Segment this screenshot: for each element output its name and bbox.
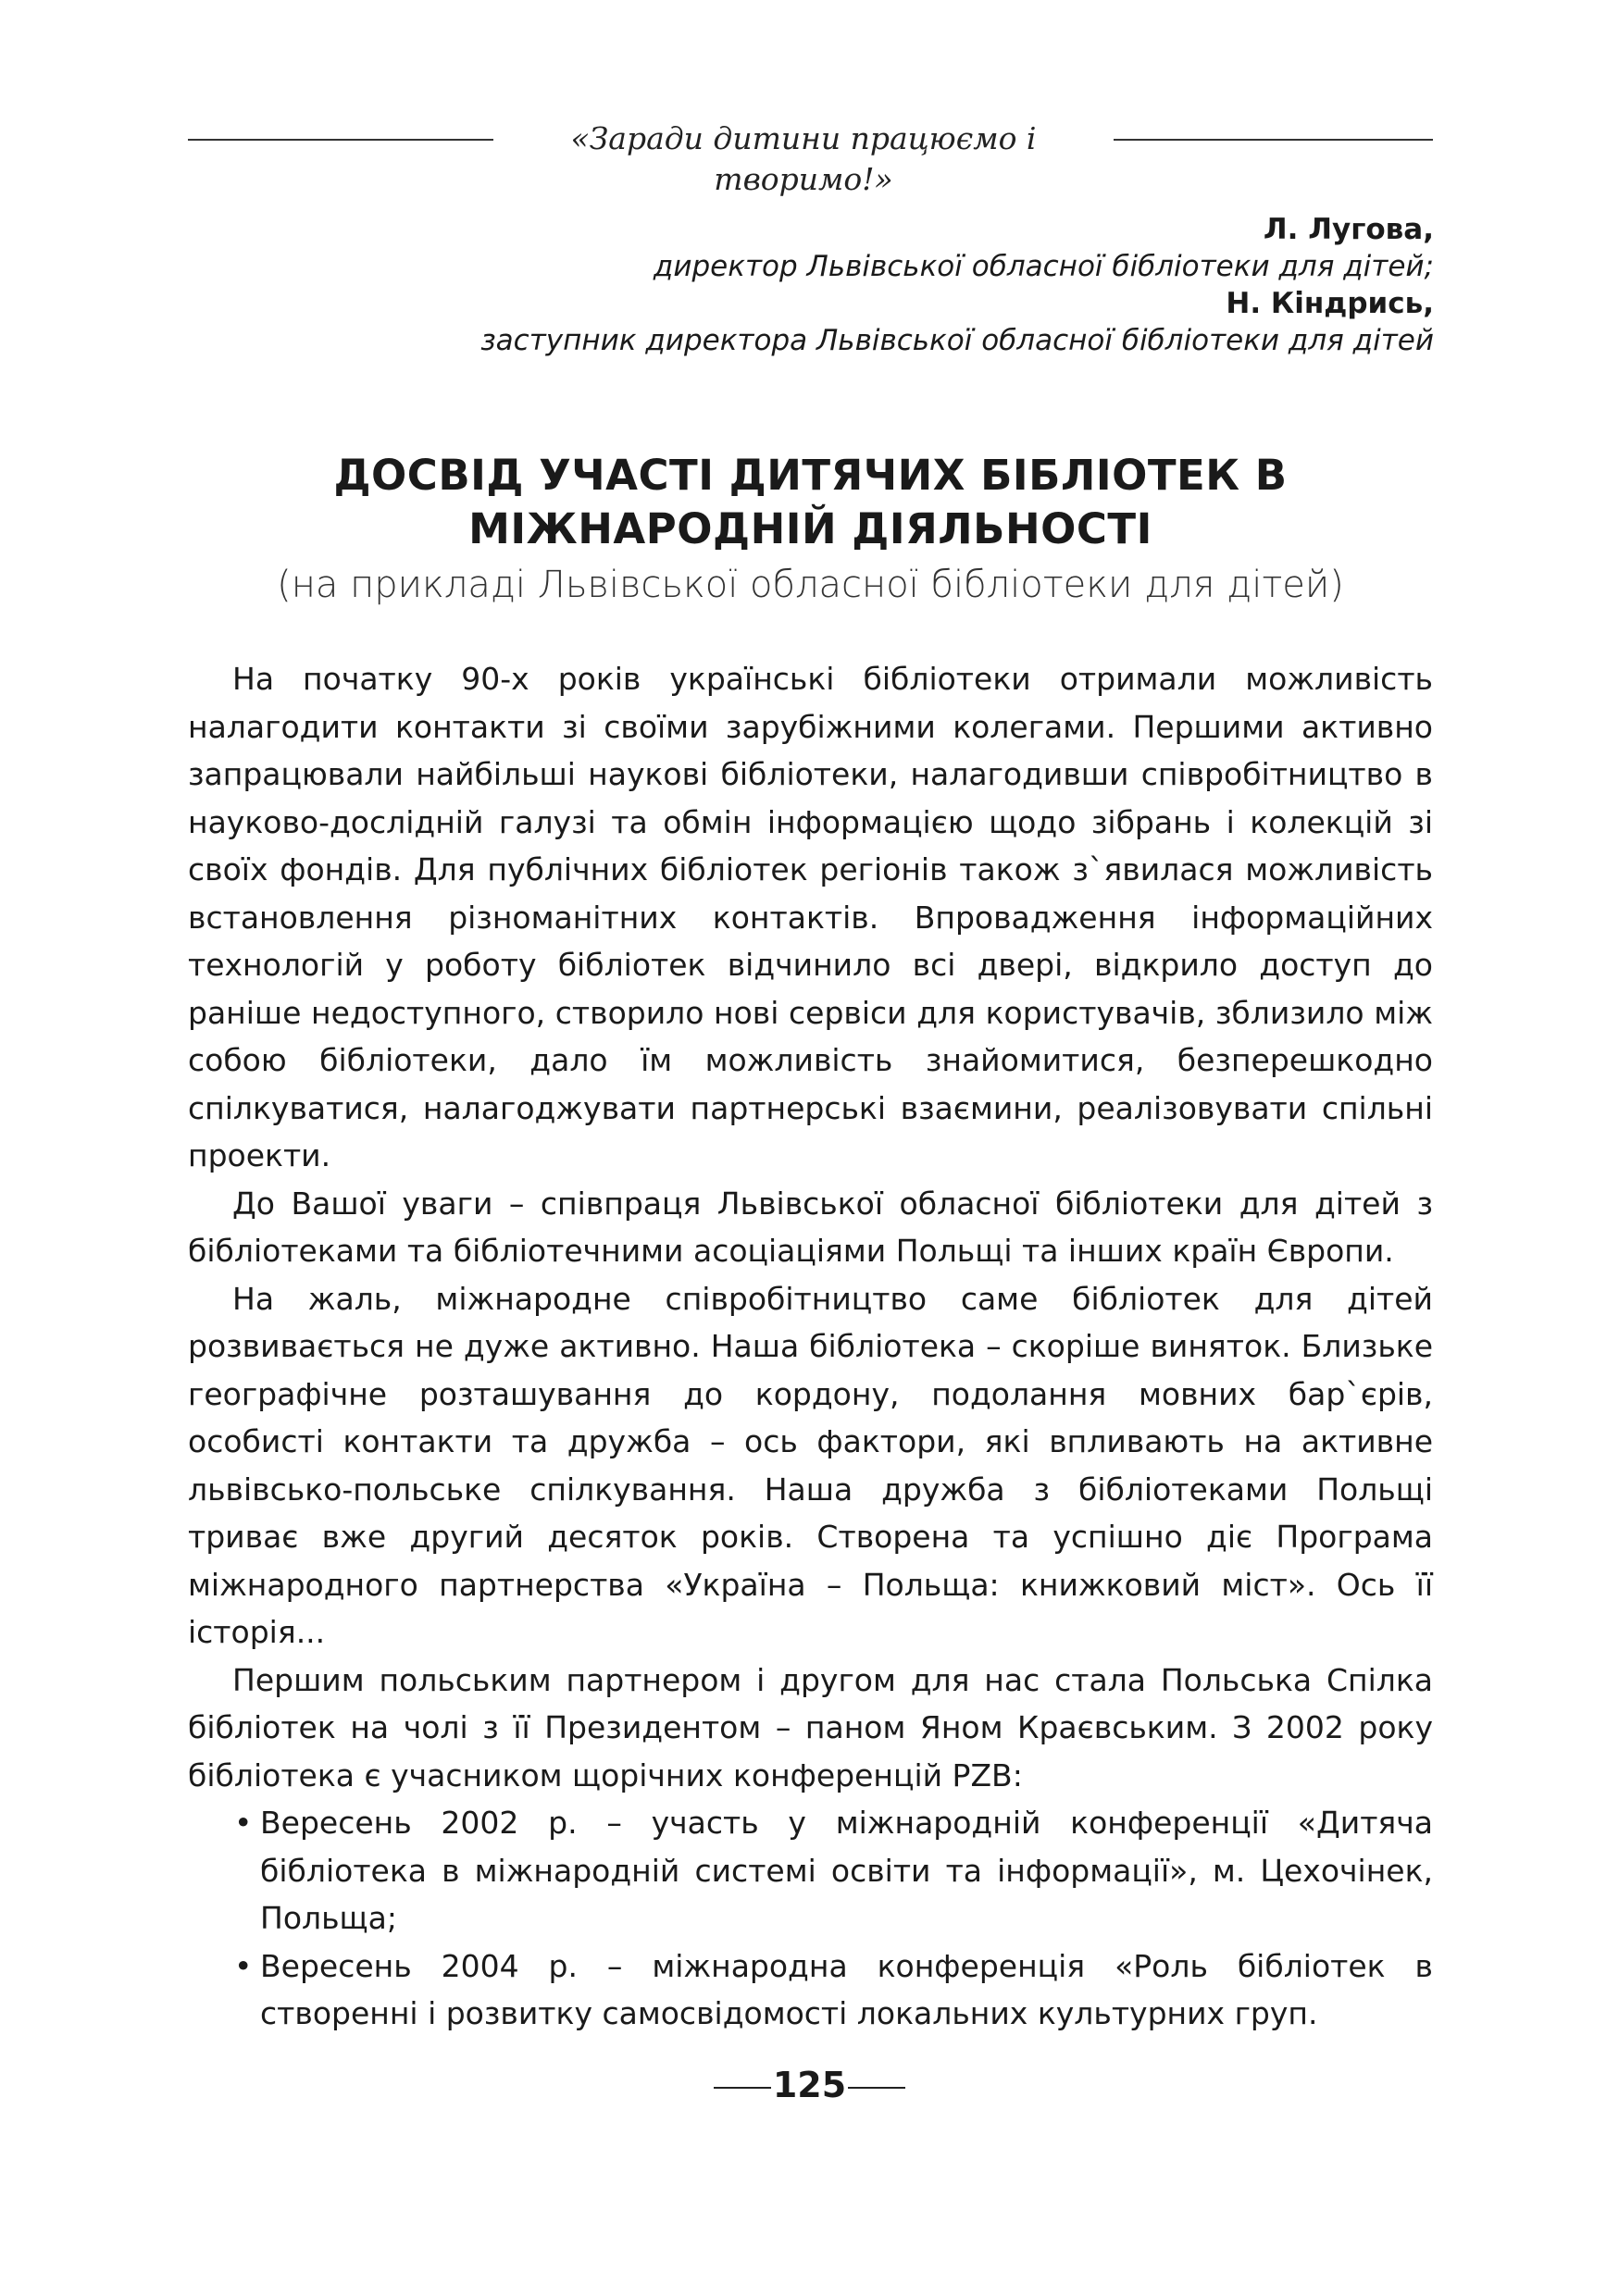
running-header xyxy=(188,118,1433,197)
body-paragraph: До Вашої уваги – співпраця Львівської обласної бібліотеки для дітей з бібліотеками та бібліотечними асоціаціями Польщі та інших країн Європи. xyxy=(188,1185,1433,1269)
header-rule-right xyxy=(1114,139,1433,141)
folio-rule-left xyxy=(714,2087,771,2089)
article-title: ДОСВІД УЧАСТІ ДИТЯЧИХ БІБЛІОТЕК В МІЖНАРОДНІЙ ДІЯЛЬНОСТІ xyxy=(333,451,1288,553)
article-subtitle: (на прикладі Львівської обласної бібліотеки для дітей) xyxy=(277,564,1344,606)
bullet-icon: • xyxy=(234,1805,253,1841)
bullet-icon: • xyxy=(234,1947,253,1984)
header-motto: «Заради дитини працюємо і творимо!» xyxy=(570,120,1037,197)
list-item-text: Вересень 2002 р. – участь у міжнародній конференції «Дитяча бібліотека в міжнародній системі освіти та інформації», м. Цехочінек, Польща; xyxy=(260,1805,1433,1936)
author-block xyxy=(323,211,1434,359)
author-role: директор Львівської обласної бібліотеки для дітей; xyxy=(653,250,1434,283)
list-item xyxy=(188,1942,1433,2038)
body-paragraph: На початку 90-х років українські бібліотеки отримали можливість налагодити контакти зі своїми зарубіжними колегами. Першими активно запрацювали найбільші наукові бібліотеки, налагодивши співробітництво в науково-дослідній галузі та обмін інформацією щодо зібрань і колекцій зі своїх фондів. Для публічних бібліотек регіонів також з`явилася можливість встановлення різноманітних контактів. Впровадження інформаційних технологій у роботу бібліотек відчинило всі двері, відкрило доступ до раніше недоступного, створило нові сервіси для користувачів, зблизило між собою бібліотеки, дало їм можливість знайомитися, безперешкодно спілкуватися, налагоджувати партнерські взаємини, реалізовувати спільні проекти. xyxy=(188,661,1433,1173)
list-item-text: Вересень 2004 р. – міжнародна конференція «Роль бібліотек в створенні і розвитку самосвідомості локальних культурних груп. xyxy=(260,1947,1433,2031)
list-item xyxy=(188,1799,1433,1942)
page-number xyxy=(0,2062,1619,2108)
header-rule-left xyxy=(188,139,493,141)
folio-rule-right xyxy=(848,2087,905,2089)
body-paragraph: На жаль, міжнародне співробітництво саме бібліотек для дітей розвивається не дуже активно. Наша бібліотека – скоріше виняток. Близьке географічне розташування до кордону, подолання мовних бар`єрів, особисті контакти та дружба – ось фактори, які впливають на активне львівсько-польське спілкування. Наша дружба з бібліотеками Польщі триває вже другий десяток років. Створена та успішно діє Програма міжнародного партнерства «Україна – Польща: книжковий міст». Ось її історія... xyxy=(188,1280,1433,1650)
article-body xyxy=(188,655,1433,2038)
page-number-text: 125 xyxy=(772,2065,847,2105)
body-paragraph: Першим польським партнером і другом для нас стала Польська Спілка бібліотек на чолі з її Президентом – паном Яном Краєвським. З 2002 року бібліотека є учасником щорічних конференцій PZB: xyxy=(188,1661,1433,1793)
author-name: Н. Кіндрись, xyxy=(1226,287,1434,320)
conference-list xyxy=(188,1799,1433,2038)
author-name: Л. Лугова, xyxy=(1263,213,1434,246)
author-role: заступник директора Львівської обласної бібліотеки для дітей xyxy=(480,324,1434,357)
